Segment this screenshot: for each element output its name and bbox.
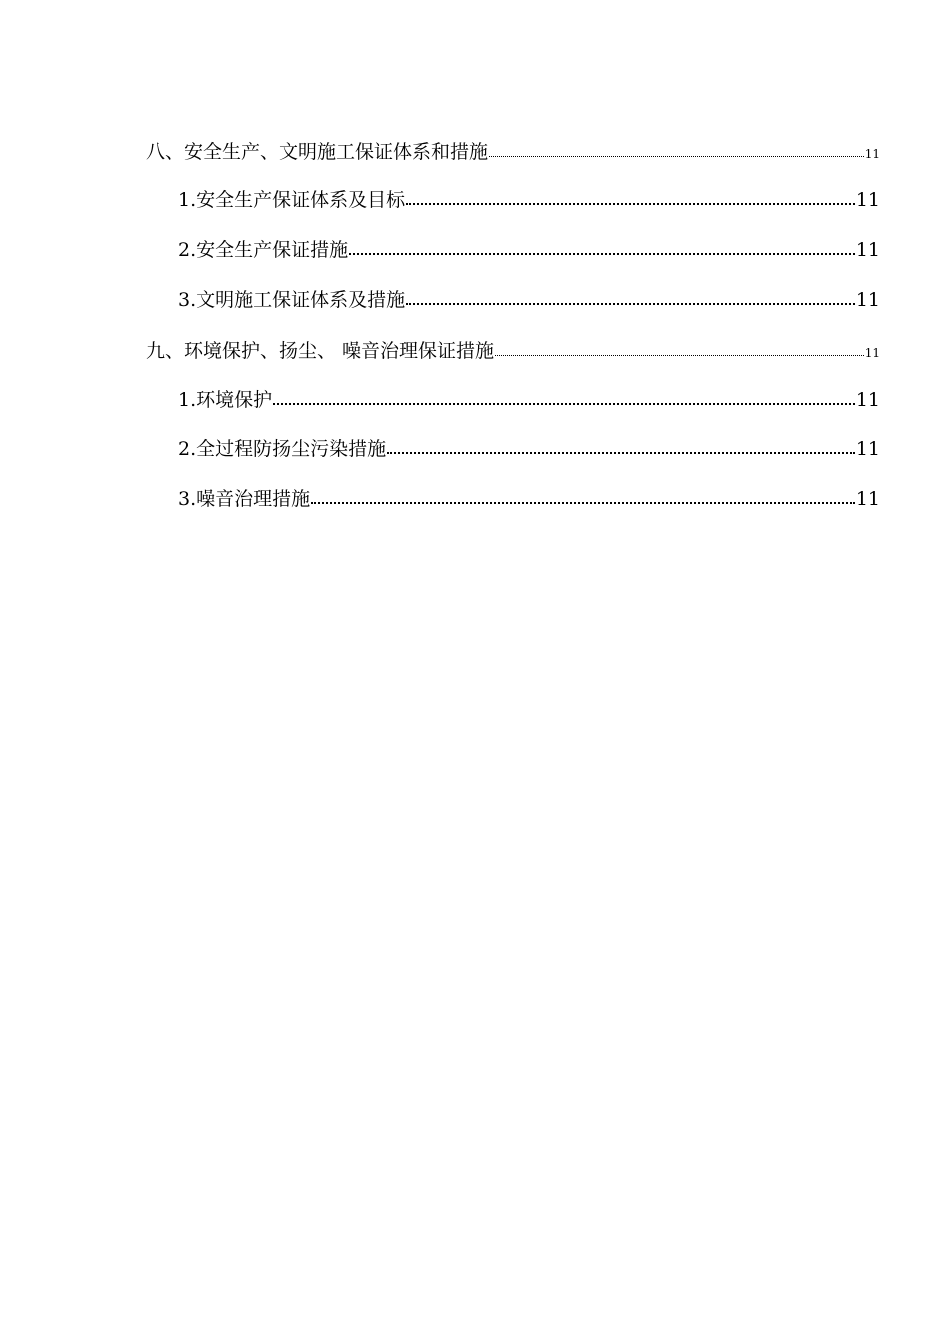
toc-entry-label: 八、安全生产、文明施工保证体系和措施 (146, 141, 489, 163)
toc-entry-label: 2.安全生产保证措施 (178, 239, 349, 261)
toc-page-number: 11 (855, 189, 880, 211)
toc-entry-9-2[interactable] (178, 436, 880, 462)
toc-page-number: 11 (855, 239, 880, 261)
toc-dot-leader (406, 199, 855, 205)
toc-entry-9-1[interactable] (178, 387, 880, 413)
toc-page-number: 11 (855, 488, 880, 510)
toc-dot-leader (311, 498, 855, 504)
toc-dot-leader (387, 448, 855, 454)
toc-entry-8-3[interactable] (178, 287, 880, 313)
toc-dot-leader (489, 152, 864, 157)
toc-entry-section-8[interactable] (146, 139, 880, 167)
toc-dot-leader (349, 249, 855, 255)
toc-entry-8-2[interactable] (178, 237, 880, 263)
toc-entry-label: 1.环境保护 (178, 389, 273, 411)
toc-entry-label: 3.噪音治理措施 (178, 488, 311, 510)
toc-page-number: 11 (855, 289, 880, 311)
toc-entry-label: 3.文明施工保证体系及措施 (178, 289, 406, 311)
toc-entry-section-9[interactable] (146, 338, 880, 366)
toc-dot-leader (273, 399, 855, 405)
toc-page-number: 11 (855, 438, 880, 460)
toc-page-number: 11 (864, 346, 880, 360)
toc-entry-label: 1.安全生产保证体系及目标 (178, 189, 406, 211)
toc-entry-label: 九、环境保护、扬尘、 噪音治理保证措施 (146, 340, 495, 362)
toc-entry-8-1[interactable] (178, 187, 880, 213)
toc-entry-9-3[interactable] (178, 486, 880, 512)
toc-dot-leader (406, 299, 855, 305)
toc-dot-leader (495, 351, 864, 356)
toc-entry-label: 2.全过程防扬尘污染措施 (178, 438, 387, 460)
toc-page-number: 11 (855, 389, 880, 411)
toc-page-number: 11 (864, 147, 880, 161)
